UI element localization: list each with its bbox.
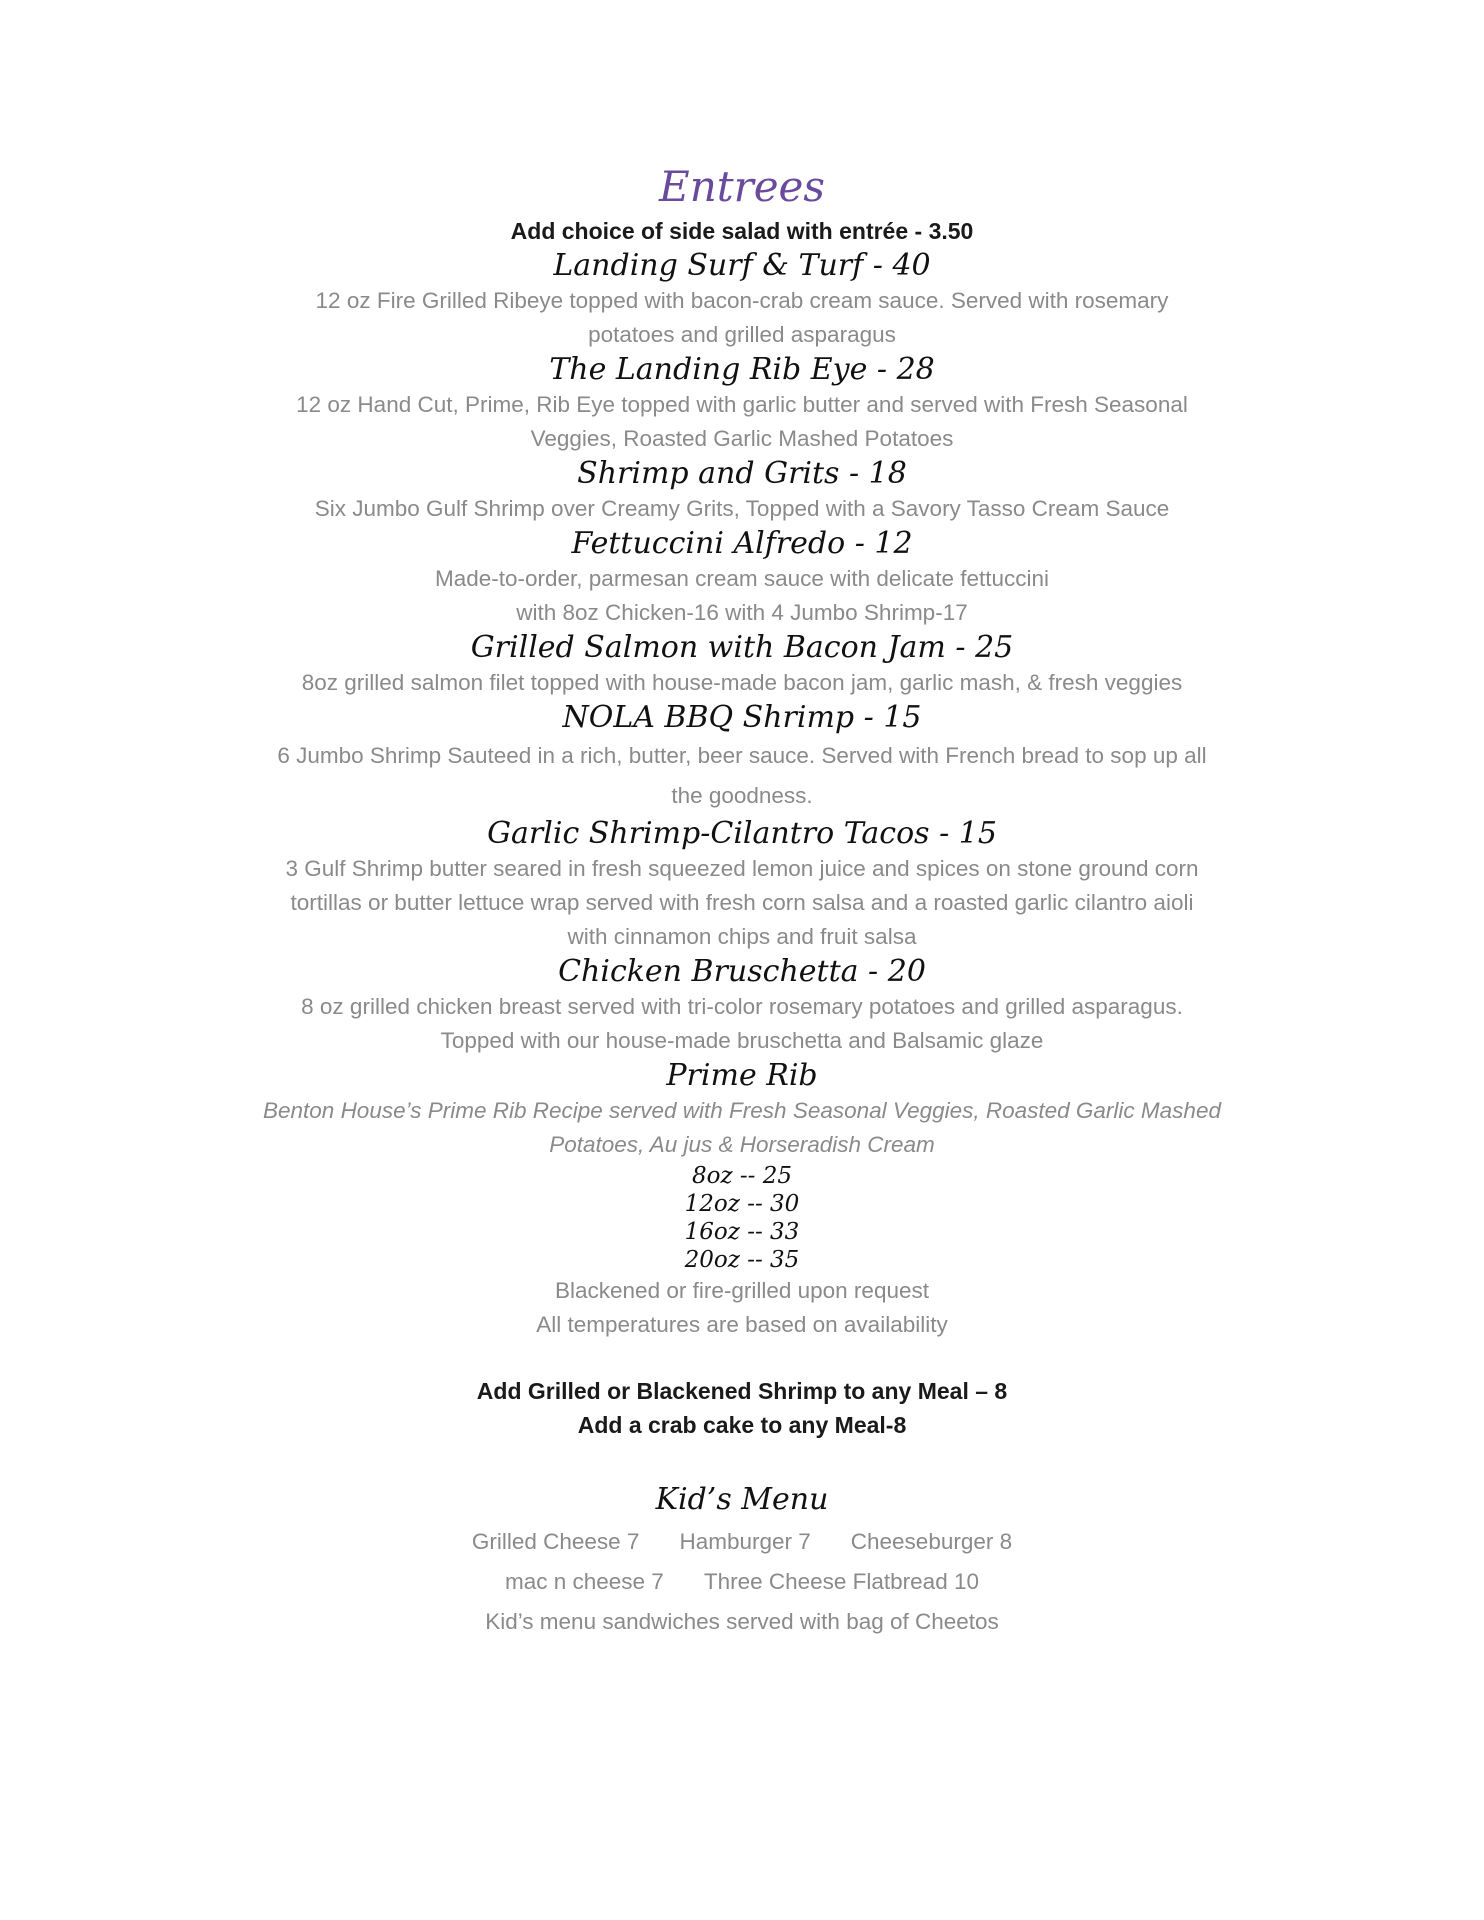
entree-description-line: 6 Jumbo Shrimp Sauteed in a rich, butter, beer sauce. Served with French bread to sop up all xyxy=(277,743,1207,768)
entree-description-line: Benton House’s Prime Rib Recipe served with Fresh Seasonal Veggies, Roasted Garlic Mashed xyxy=(263,1098,1221,1123)
entree-item xyxy=(0,352,1484,456)
entree-title: Garlic Shrimp-Cilantro Tacos - 15 xyxy=(487,816,997,851)
prime-rib-size: 8oz -- 25 xyxy=(691,1163,793,1189)
kids-menu-note: Kid’s menu sandwiches served with bag of Cheetos xyxy=(485,1609,999,1634)
add-on-line: Add a crab cake to any Meal-8 xyxy=(577,1412,907,1438)
entree-title: Chicken Bruschetta - 20 xyxy=(558,954,926,989)
kids-menu-item: Cheeseburger 8 xyxy=(850,1529,1013,1554)
kids-menu-item: mac n cheese 7 xyxy=(504,1569,664,1594)
kids-menu-item: Grilled Cheese 7 xyxy=(471,1529,640,1554)
entree-description-line: 12 oz Fire Grilled Ribeye topped with bacon-crab cream sauce. Served with rosemary xyxy=(315,288,1169,313)
entree-item xyxy=(0,700,1484,816)
entree-item xyxy=(0,630,1484,700)
entree-description-line: 8oz grilled salmon filet topped with house-made bacon jam, garlic mash, & fresh veggies xyxy=(301,670,1183,695)
entree-description-line: 8 oz grilled chicken breast served with tri-color rosemary potatoes and grilled asparagus. xyxy=(301,994,1183,1019)
entree-description-line: Made-to-order, parmesan cream sauce with delicate fettuccini xyxy=(434,566,1050,591)
entree-description-line: potatoes and grilled asparagus xyxy=(588,322,896,347)
entree-description-line: Veggies, Roasted Garlic Mashed Potatoes xyxy=(530,426,954,451)
kids-menu-item: Three Cheese Flatbread 10 xyxy=(703,1569,979,1594)
prime-rib-size: 20oz -- 35 xyxy=(684,1247,800,1273)
add-ons xyxy=(0,1374,1484,1442)
entree-title: Prime Rib xyxy=(666,1058,818,1093)
entree-title: Grilled Salmon with Bacon Jam - 25 xyxy=(470,630,1014,665)
entree-item xyxy=(0,248,1484,352)
entree-item xyxy=(0,456,1484,526)
entree-description-line: Six Jumbo Gulf Shrimp over Creamy Grits, Topped with a Savory Tasso Cream Sauce xyxy=(314,496,1170,521)
entree-description-line: tortillas or butter lettuce wrap served with fresh corn salsa and a roasted garlic cilantro aioli xyxy=(290,890,1194,915)
entree-title: Landing Surf & Turf - 40 xyxy=(553,248,931,283)
page-title: Entrees xyxy=(659,162,825,211)
entree-description-line: Potatoes, Au jus & Horseradish Cream xyxy=(549,1132,935,1157)
entree-title: Fettuccini Alfredo - 12 xyxy=(571,526,913,561)
prime-rib-note: All temperatures are based on availability xyxy=(536,1312,948,1337)
entree-title: NOLA BBQ Shrimp - 15 xyxy=(562,700,922,735)
kids-menu-item: Hamburger 7 xyxy=(679,1529,811,1554)
kids-menu xyxy=(0,1478,1484,1642)
kids-menu-title: Kid’s Menu xyxy=(655,1482,829,1517)
add-on-line: Add Grilled or Blackened Shrimp to any Meal – 8 xyxy=(476,1378,1008,1404)
entree-description-line: the goodness. xyxy=(671,783,813,808)
prime-rib-size: 16oz -- 33 xyxy=(684,1219,800,1245)
entree-description-line: 3 Gulf Shrimp butter seared in fresh squeezed lemon juice and spices on stone ground corn xyxy=(285,856,1199,881)
entree-description-line: Topped with our house-made bruschetta and Balsamic glaze xyxy=(440,1028,1044,1053)
entree-description-line: with 8oz Chicken-16 with 4 Jumbo Shrimp-17 xyxy=(516,600,968,625)
entree-description-line: 12 oz Hand Cut, Prime, Rib Eye topped with garlic butter and served with Fresh Seasonal xyxy=(296,392,1188,417)
entree-title: Shrimp and Grits - 18 xyxy=(577,456,907,491)
kids-menu-row xyxy=(0,1562,1484,1602)
entree-item xyxy=(0,954,1484,1058)
entree-item xyxy=(0,526,1484,630)
entree-description-line: with cinnamon chips and fruit salsa xyxy=(567,924,917,949)
entree-title: The Landing Rib Eye - 28 xyxy=(549,352,935,387)
entree-item xyxy=(0,816,1484,954)
prime-rib-size: 12oz -- 30 xyxy=(684,1191,800,1217)
kids-menu-row xyxy=(0,1522,1484,1562)
prime-rib-note: Blackened or fire-grilled upon request xyxy=(555,1278,929,1303)
side-salad-note: Add choice of side salad with entrée - 3.50 xyxy=(510,218,974,244)
entree-item-prime-rib xyxy=(0,1058,1484,1342)
